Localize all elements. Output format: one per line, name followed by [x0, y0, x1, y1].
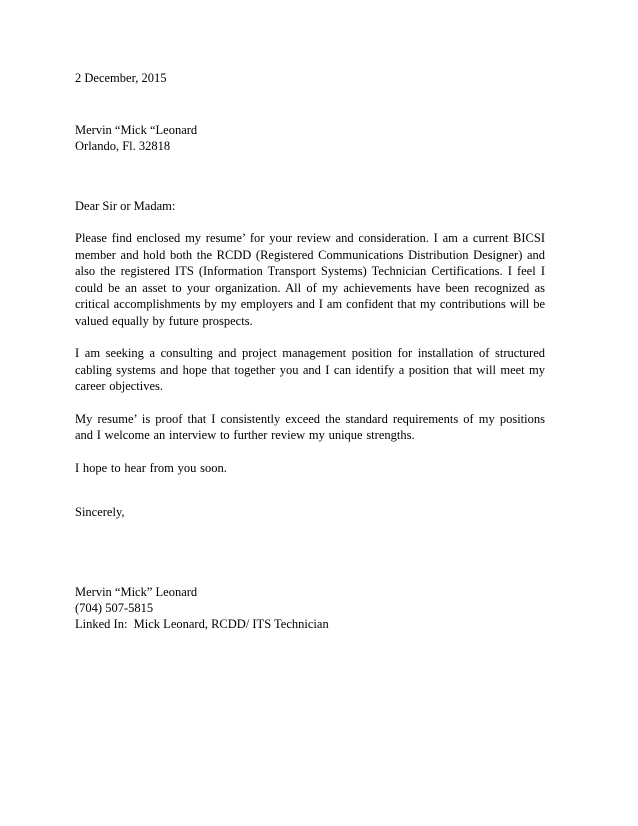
spacer — [75, 444, 545, 460]
spacer — [75, 214, 545, 230]
closing: Sincerely, — [75, 505, 125, 519]
spacer — [75, 395, 545, 411]
letter-body — [75, 70, 545, 632]
spacer — [75, 154, 545, 190]
salutation: Dear Sir or Madam: — [75, 199, 176, 213]
paragraph-1: Please find enclosed my resume’ for your review and consideration. I am a current BICSI member and hold both the RCDD (Registered Communications Distribution Designer) and also the registered ITS (Information Transport Systems) Technician Certifications. I feel I could be an asset to your organization. All of my achievements have been recognized as critical accomplishments by my employers and I am confident that my contributions will be valued equally by future prospects. — [75, 231, 545, 328]
sender-name: Mervin “Mick “Leonard — [75, 123, 198, 137]
spacer — [75, 520, 545, 556]
paragraph-3: My resume’ is proof that I consistently exceed the standard requirements of my positions and I welcome an interview to further review my unique strengths. — [75, 411, 545, 442]
paragraph-4: I hope to hear from you soon. — [75, 460, 227, 475]
spacer — [75, 556, 545, 584]
letter-date: 2 December, 2015 — [75, 71, 167, 85]
sender-location: Orlando, Fl. 32818 — [75, 139, 171, 153]
signature-phone: (704) 507-5815 — [75, 601, 154, 615]
paragraph-2: I am seeking a consulting and project management position for installation of structured cabling systems and hope that together you and I can identify a position that will meet my career objectives. — [75, 346, 545, 393]
signature-name: Mervin “Mick” Leonard — [75, 585, 198, 599]
signature-linkedin: Linked In: Mick Leonard, RCDD/ ITS Technician — [75, 617, 329, 631]
spacer — [75, 190, 545, 198]
spacer — [75, 329, 545, 345]
spacer — [75, 86, 545, 122]
spacer — [75, 476, 545, 504]
